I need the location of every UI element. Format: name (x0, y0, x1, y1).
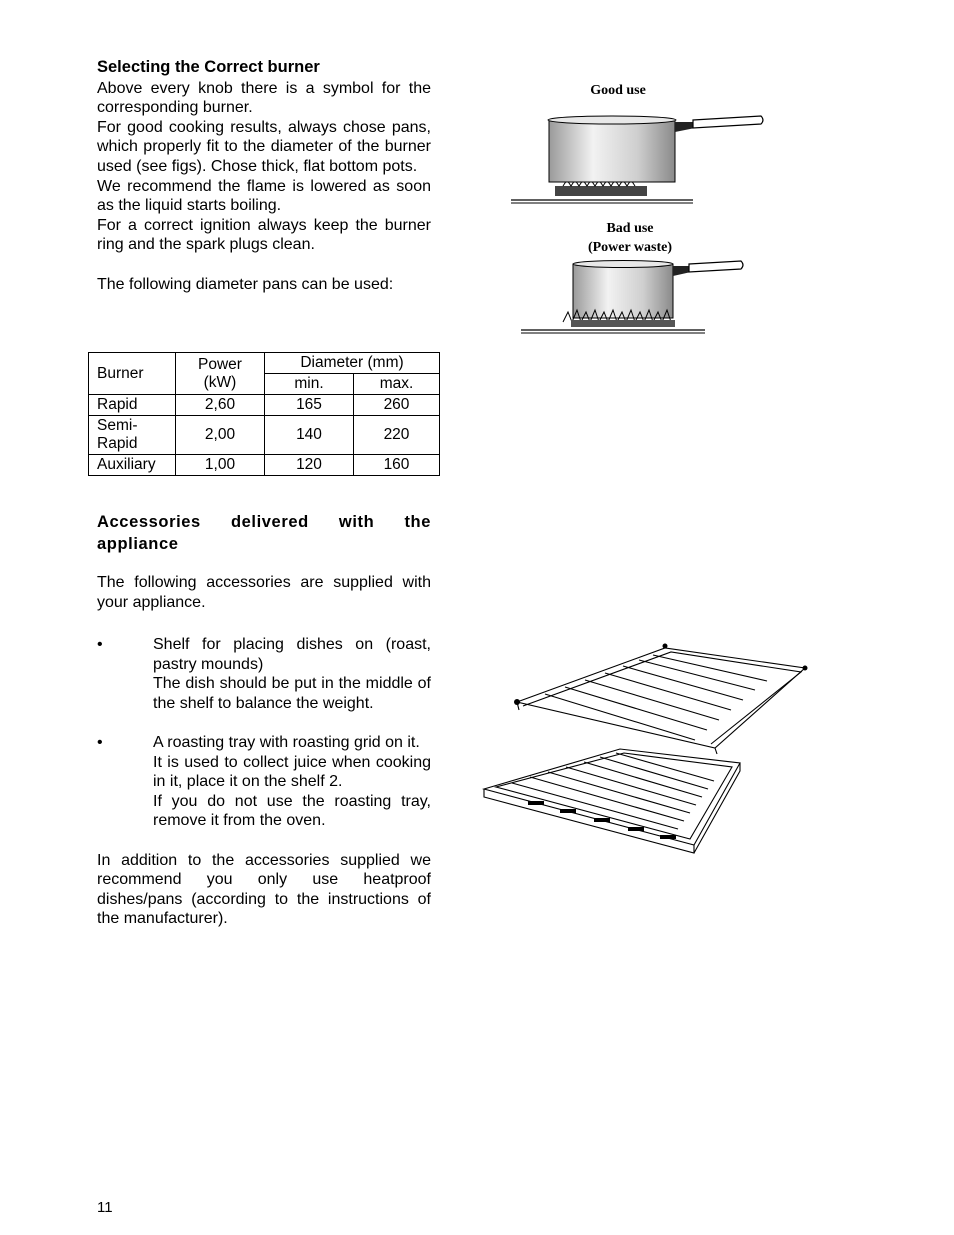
section-selecting-burner (97, 58, 431, 294)
good-use-label: Good use (590, 83, 646, 98)
header-power: Power (kW) (176, 353, 265, 395)
closing-paragraph: In addition to the accessories supplied we recommend you only use heatproof dishes/pans (according to the instructions of the manufacturer). (97, 851, 431, 928)
bullet-symbol: • (97, 636, 103, 653)
bad-use-label: Bad use (Power waste) (587, 221, 673, 255)
cell-power: 2,00 (176, 416, 265, 455)
bullet-line: The dish should be put in the middle of the shelf to balance the weight. (153, 675, 431, 712)
list-item (97, 635, 431, 713)
oven-shelf-illustration (505, 640, 815, 760)
cell-min: 120 (265, 455, 354, 476)
section-title: Selecting the Correct burner (97, 58, 320, 76)
cell-max: 160 (354, 455, 440, 476)
header-diameter: Diameter (mm) (265, 353, 440, 374)
cell-min: 140 (265, 416, 354, 455)
table-intro: The following diameter pans can be used: (97, 275, 394, 293)
section-accessories (97, 511, 431, 612)
paragraph: We recommend the flame is lowered as soon as the liquid starts boiling. (97, 177, 431, 215)
cell-max: 260 (354, 395, 440, 416)
good-use-pan-illustration (505, 110, 775, 206)
paragraph: The following accessories are supplied with your appliance. (97, 574, 431, 611)
cell-power: 2,60 (176, 395, 265, 416)
section-title: Accessories delivered with the appliance (97, 513, 431, 553)
header-max: max. (354, 374, 440, 395)
cell-power: 1,00 (176, 455, 265, 476)
header-min: min. (265, 374, 354, 395)
burner-diameter-table (88, 352, 440, 476)
cell-burner: Rapid (89, 395, 176, 416)
bullet-line: It is used to collect juice when cooking in it, place it on the shelf 2. (153, 753, 431, 791)
paragraph: For a correct ignition always keep the burner ring and the spark plugs clean. (97, 216, 431, 254)
bullet-line: A roasting tray with roasting grid on it. (153, 733, 420, 751)
bad-use-pan-illustration (515, 258, 755, 340)
table-row (89, 455, 440, 476)
cell-min: 165 (265, 395, 354, 416)
accessory-list (97, 635, 431, 929)
cell-burner: Semi-Rapid (89, 416, 176, 455)
cell-max: 220 (354, 416, 440, 455)
bullet-symbol: • (97, 733, 103, 751)
header-burner: Burner (89, 353, 176, 395)
bullet-line: Shelf for placing dishes on (roast, pastry mounds) (153, 636, 431, 673)
paragraph: Above every knob there is a symbol for the corresponding burner. (97, 79, 431, 117)
roasting-tray-illustration (478, 745, 814, 855)
paragraph: For good cooking results, always chose pans, which properly fit to the diameter of the burner used (see figs). Chose thick, flat bottom pots. (97, 118, 431, 175)
table-row (89, 416, 440, 455)
cell-burner: Auxiliary (89, 455, 176, 476)
bullet-line: If you do not use the roasting tray, remove it from the oven. (153, 792, 431, 830)
table-row (89, 395, 440, 416)
page-number: 11 (97, 1199, 113, 1216)
list-item (97, 733, 431, 831)
